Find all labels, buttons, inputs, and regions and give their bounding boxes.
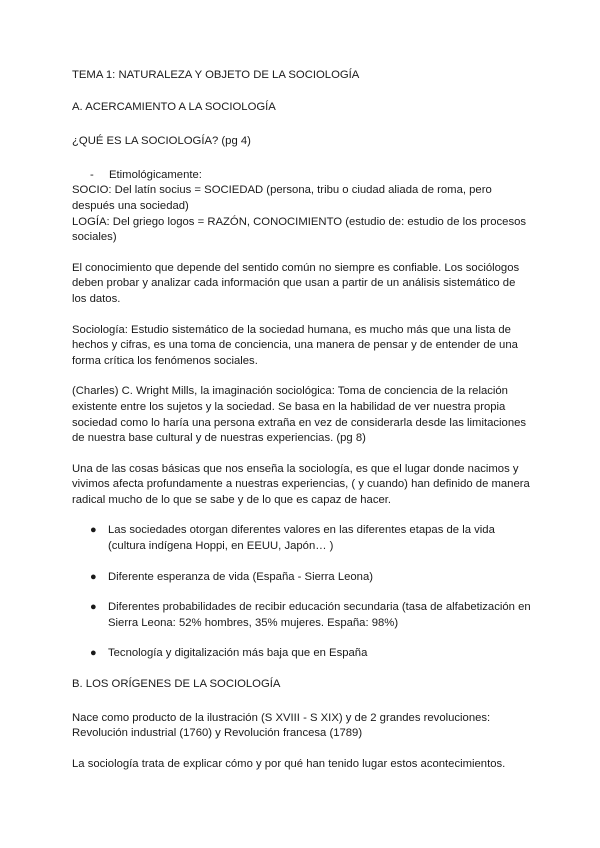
- logia-definition: LOGÍA: Del griego logos = RAZÓN, CONOCIMIENTO (estudio de: estudio de los procesos sociales): [72, 215, 527, 244]
- bullet-icon: ●: [90, 524, 97, 537]
- list-item-text: Diferente esperanza de vida (España - Sierra Leona): [108, 570, 374, 583]
- list-item: [90, 523, 532, 554]
- paragraph-wright-mills: (Charles) C. Wright Mills, la imaginación sociológica: Toma de conciencia de la relación existente entre los sujetos y la sociedad. Se basa en la habilidad de ver nuestra propia sociedad como lo haría una persona extraña en vez de considerarla desde las limitaciones de nuestra base cultural y de nuestras experiencias. (pg 8): [72, 385, 527, 445]
- paragraph-origins: Nace como producto de la ilustración (S XVIII - S XIX) y de 2 grandes revoluciones: Revolución industrial (1760) y Revolución francesa (1789): [72, 711, 491, 740]
- paragraph-sociology-definition: Sociología: Estudio sistemático de la sociedad humana, es mucho más que una lista de hechos y cifras, es una toma de conciencia, una manera de pensar y de entender de una forma crítica los fenómenos sociales.: [72, 323, 518, 367]
- list-item-text: Diferentes probabilidades de recibir educación secundaria (tasa de alfabetización en Sierra Leona: 52% hombres, 35% mujeres. España: 98%): [108, 601, 531, 629]
- list-item: [90, 600, 532, 631]
- document-title: TEMA 1: NATURALEZA Y OBJETO DE LA SOCIOLOGÍA: [72, 69, 360, 81]
- bullet-icon: ●: [90, 647, 97, 660]
- section-b-heading: B. LOS ORÍGENES DE LA SOCIOLOGÍA: [72, 678, 281, 691]
- paragraph-place-of-birth: Una de las cosas básicas que nos enseña la sociología, es que el lugar donde nacimos y vivimos afecta profundamente a nuestras experiencias, ( y cuando) han definido de manera radical mucho de lo que se sabe y de lo que es capaz de hacer.: [72, 462, 530, 506]
- paragraph-explain: La sociología trata de explicar cómo y por qué han tenido lugar estos acontecimientos.: [72, 757, 506, 770]
- etymology-label: Etimológicamente:: [109, 168, 202, 181]
- examples-list: [72, 523, 532, 662]
- etymology-item: [90, 168, 532, 184]
- section-a-heading: A. ACERCAMIENTO A LA SOCIOLOGÍA: [72, 100, 276, 113]
- socio-definition: SOCIO: Del latín socius = SOCIEDAD (persona, tribu o ciudad aliada de roma, pero después una sociedad): [72, 184, 492, 212]
- list-item-text: Las sociedades otorgan diferentes valores en las diferentes etapas de la vida (cultura indígena Hoppi, en EEUU, Japón… ): [108, 524, 495, 553]
- bullet-icon: ●: [90, 570, 97, 583]
- document-page: [72, 68, 532, 772]
- bullet-icon: ●: [90, 601, 97, 614]
- paragraph-common-sense: El conocimiento que depende del sentido común no siempre es confiable. Los sociólogos deben probar y analizar cada información que usan a partir de un análisis sistemático de los datos.: [72, 261, 520, 305]
- question-heading: ¿QUÉ ES LA SOCIOLOGÍA? (pg 4): [72, 135, 251, 148]
- list-item-text: Tecnología y digitalización más baja que en España: [108, 647, 368, 660]
- list-item: [90, 646, 532, 662]
- dash-marker: -: [90, 168, 94, 181]
- list-item: [90, 570, 532, 586]
